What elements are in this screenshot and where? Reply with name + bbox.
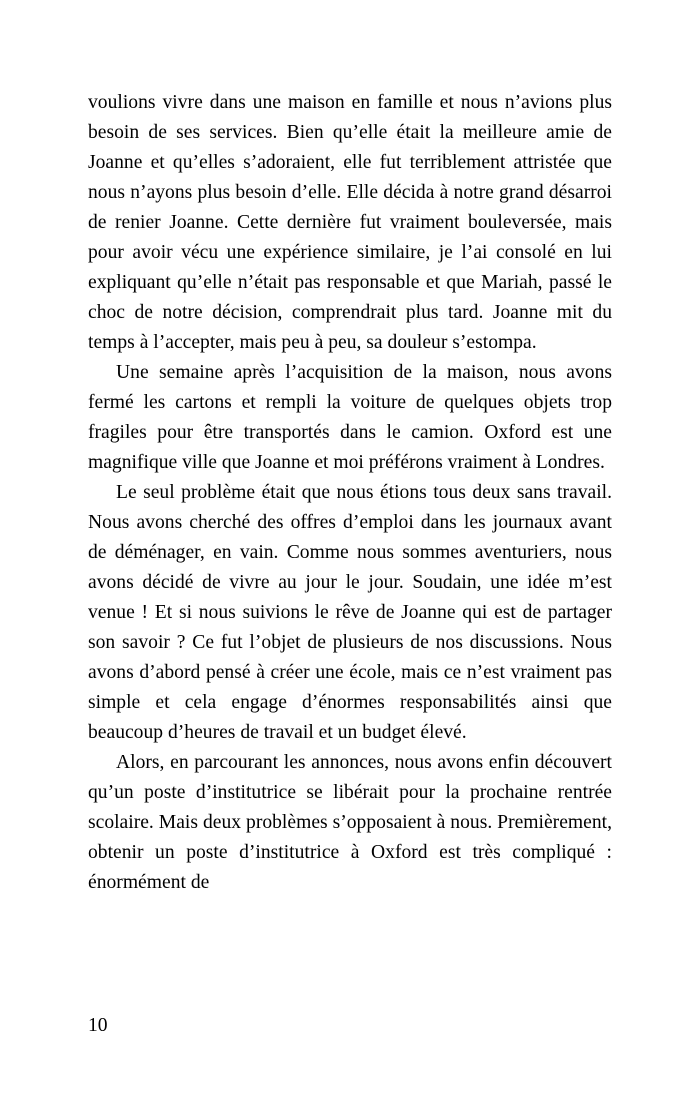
page-text-block — [88, 88, 612, 898]
body-paragraph-3: Le seul problème était que nous étions tous deux sans travail. Nous avons cherché des offres d’emploi dans les journaux avant de déménager, en vain. Comme nous sommes aventuriers, nous avons décidé de vivre au jour le jour. Soudain, une idée m’est venue ! Et si nous suivions le rêve de Joanne qui est de partager son savoir ? Ce fut l’objet de plusieurs de nos discussions. Nous avons d’abord pensé à créer une école, mais ce n’est vraiment pas simple et cela engage d’énormes responsabilités ainsi que beaucoup d’heures de travail et un budget élevé. — [88, 482, 612, 743]
body-paragraph-2: Une semaine après l’acquisition de la maison, nous avons fermé les cartons et rempli la voiture de quelques objets trop fragiles pour être transportés dans le camion. Oxford est une magnifique ville que Joanne et moi préférons vraiment à Londres. — [88, 362, 612, 473]
body-paragraph-1: voulions vivre dans une maison en famille et nous n’avions plus besoin de ses services. Bien qu’elle était la meilleure amie de Joanne et qu’elles s’adoraient, elle fut terriblement attristée que nous n’ayons plus besoin d’elle. Elle décida à notre grand désarroi de renier Joanne. Cette dernière fut vraiment bouleversée, mais pour avoir vécu une expérience similaire, je l’ai consolé en lui expliquant qu’elle n’était pas responsable et que Mariah, passé le choc de notre décision, comprendrait plus tard. Joanne mit du temps à l’accepter, mais peu à peu, sa douleur s’estompa. — [88, 92, 612, 353]
page-number: 10 — [88, 1015, 108, 1036]
body-paragraph-4: Alors, en parcourant les annonces, nous avons enfin découvert qu’un poste d’institutrice se libérait pour la prochaine rentrée scolaire. Mais deux problèmes s’opposaient à nous. Premièrement, obtenir un poste d’institutrice à Oxford est très compliqué : énormément de — [88, 752, 612, 893]
